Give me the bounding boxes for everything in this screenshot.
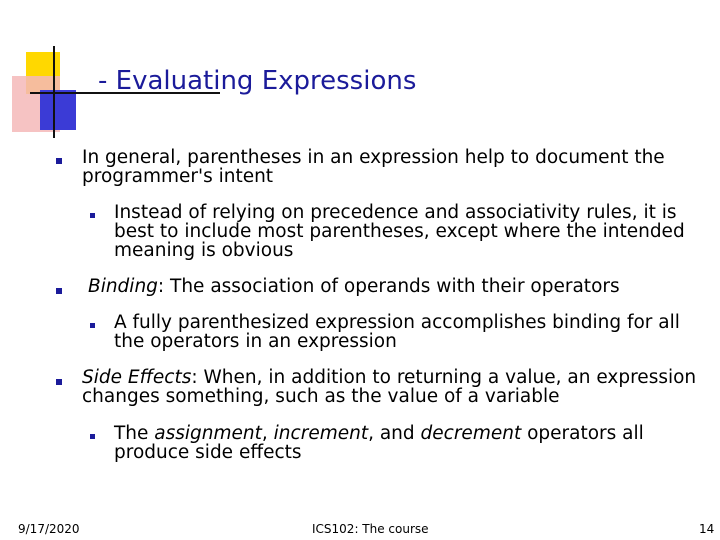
bullet-2-sub-line-2: the operators in an expression xyxy=(114,331,397,352)
bullet-1-sub-line-1: Instead of relying on precedence and associativity rules, it is xyxy=(114,202,677,223)
bullet-1-sub-line-2: best to include most parentheses, except where the intended xyxy=(114,221,685,242)
footer-date: 9/17/2020 xyxy=(18,522,80,536)
bullet-1-sub-text xyxy=(114,203,685,260)
bullet-3-line-2: changes something, such as the value of a variable xyxy=(82,386,560,407)
bullet-3-sub-text xyxy=(114,424,644,462)
text-part: , and xyxy=(368,423,421,444)
bullet-2-text xyxy=(88,277,620,296)
bullet-3-sub-line-2: produce side effects xyxy=(114,442,302,463)
binding-term: Binding xyxy=(88,276,158,297)
bullet-1-line-2: programmer's intent xyxy=(82,166,274,187)
side-effects-definition: : When, in addition to returning a value, an expression xyxy=(191,367,697,388)
binding-definition: : The association of operands with their operators xyxy=(157,276,620,297)
bullet-2-sub-text xyxy=(114,313,680,351)
text-part: operators all xyxy=(521,423,644,444)
decor-blue-square xyxy=(40,90,76,130)
bullet-3-text xyxy=(82,368,696,406)
sub-bullet-marker xyxy=(90,213,95,218)
sub-bullet-marker xyxy=(90,434,95,439)
assignment-term: assignment xyxy=(154,423,262,444)
bullet-marker xyxy=(56,158,62,164)
increment-term: increment xyxy=(273,423,369,444)
bullet-1-line-1: In general, parentheses in an expression help to document the xyxy=(82,147,665,168)
bullet-marker xyxy=(56,288,62,294)
bullet-1-text xyxy=(82,148,665,186)
footer-page-number: 14 xyxy=(699,522,715,536)
decrement-term: decrement xyxy=(420,423,522,444)
slide-title: - Evaluating Expressions xyxy=(98,66,417,96)
sub-bullet-marker xyxy=(90,323,95,328)
text-part: , xyxy=(261,423,274,444)
bullet-3-sub-line-1 xyxy=(114,424,644,443)
bullet-3-line-1 xyxy=(82,368,696,387)
bullet-2-sub-line-1: A fully parenthesized expression accomplishes binding for all xyxy=(114,312,680,333)
side-effects-term: Side Effects xyxy=(82,367,192,388)
bullet-marker xyxy=(56,379,62,385)
text-part: The xyxy=(114,423,155,444)
footer-course: ICS102: The course xyxy=(312,522,429,536)
bullet-1-sub-line-3: meaning is obvious xyxy=(114,240,294,261)
